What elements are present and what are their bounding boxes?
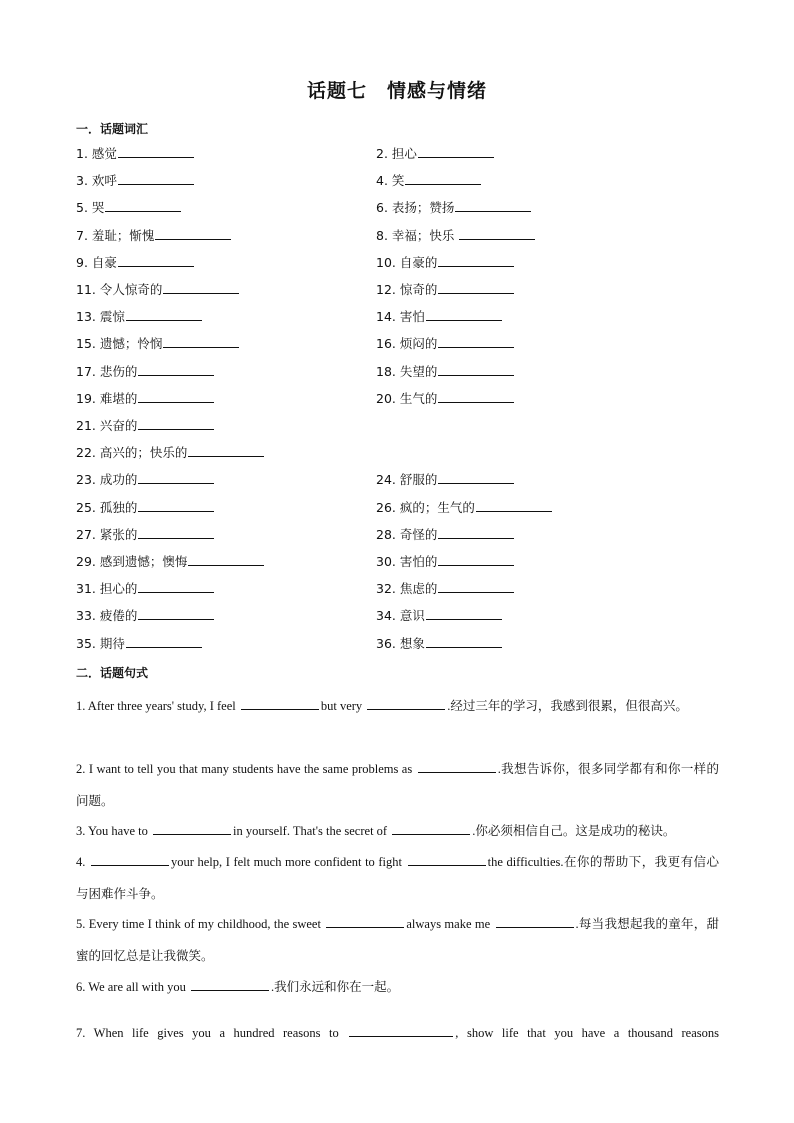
sentence-translation: 每当我想起我的童年，甜蜜的回忆总是让我微笑。 (76, 916, 719, 963)
vocab-label: 18. 失望的 (376, 363, 438, 379)
vocab-item (76, 416, 214, 434)
sentence-7 (76, 1018, 719, 1049)
vocab-label: 35. 期待 (76, 635, 125, 651)
sentence-text: . (497, 762, 501, 776)
answer-blank[interactable] (438, 362, 514, 376)
vocab-row (76, 362, 726, 382)
vocab-row (76, 307, 726, 327)
answer-blank[interactable] (138, 525, 214, 539)
answer-blank[interactable] (426, 307, 502, 321)
sentence-text: 5. Every time I think of my childhood, the sweet (76, 917, 325, 931)
vocab-label: 34. 意识 (376, 608, 425, 624)
sentence-translation: 经过三年的学习，我感到很累，但很高兴。 (450, 698, 688, 713)
answer-blank[interactable] (438, 470, 514, 484)
sentence-text: . (270, 980, 275, 994)
vocab-item (376, 198, 531, 216)
answer-blank[interactable] (438, 334, 514, 348)
sentence-translation: 我们永远和你在一起。 (274, 979, 400, 994)
sentence-translation: 你必须相信自己。这是成功的秘诀。 (475, 823, 676, 838)
vocab-label: 5. 哭 (76, 200, 105, 216)
vocab-label: 23. 成功的 (76, 472, 138, 488)
vocab-row (76, 470, 726, 490)
answer-blank[interactable] (408, 852, 486, 866)
answer-blank[interactable] (155, 226, 231, 240)
answer-blank[interactable] (118, 144, 194, 158)
answer-blank[interactable] (163, 280, 239, 294)
vocab-item (76, 579, 214, 597)
sentence-text: . (575, 917, 579, 931)
vocab-item (376, 470, 514, 488)
vocab-item (376, 606, 502, 624)
vocab-item (76, 334, 239, 352)
sentence-text: your help, I felt much more confident to fight (170, 855, 406, 869)
vocab-row (76, 498, 726, 518)
vocab-label: 25. 孤独的 (76, 499, 138, 515)
answer-blank[interactable] (188, 552, 264, 566)
answer-blank[interactable] (191, 977, 269, 991)
vocab-item (76, 470, 214, 488)
vocab-label: 3. 欢呼 (76, 173, 117, 189)
vocab-row (76, 144, 726, 164)
vocab-item (76, 171, 194, 189)
vocab-label: 33. 疲倦的 (76, 608, 138, 624)
answer-blank[interactable] (476, 498, 552, 512)
vocab-row (76, 416, 726, 436)
vocab-row (76, 389, 726, 409)
answer-blank[interactable] (105, 198, 181, 212)
vocab-item (376, 144, 494, 162)
vocab-item (76, 552, 264, 570)
answer-blank[interactable] (241, 696, 319, 710)
vocab-item (76, 443, 264, 461)
vocab-label: 29. 感到遗憾；懊悔 (76, 554, 188, 569)
answer-blank[interactable] (138, 416, 214, 430)
vocab-item (76, 389, 214, 407)
vocab-item (76, 634, 202, 652)
answer-blank[interactable] (438, 389, 514, 403)
vocab-label: 27. 紧张的 (76, 526, 138, 542)
answer-blank[interactable] (126, 307, 202, 321)
answer-blank[interactable] (138, 579, 214, 593)
vocab-label: 10. 自豪的 (376, 254, 438, 270)
sentence-text: . (447, 699, 451, 713)
answer-blank[interactable] (405, 171, 481, 185)
answer-blank[interactable] (126, 634, 202, 648)
vocab-item (376, 552, 514, 570)
vocab-label: 28. 奇怪的 (376, 526, 438, 542)
vocab-label: 24. 舒服的 (376, 472, 438, 488)
answer-blank[interactable] (118, 253, 194, 267)
vocab-row (76, 226, 726, 246)
answer-blank[interactable] (138, 362, 214, 376)
vocab-label: 9. 自豪 (76, 254, 117, 270)
sentence-4 (76, 846, 719, 910)
vocab-item (376, 579, 514, 597)
sentence-1 (76, 690, 719, 722)
vocab-label: 7. 羞耻；惭愧 (76, 227, 155, 243)
vocab-label: 19. 难堪的 (76, 390, 138, 406)
sentence-translation: 我想告诉你，很多同学都有和你一样的问题。 (76, 761, 719, 808)
vocab-item (376, 334, 514, 352)
answer-blank[interactable] (392, 821, 470, 835)
vocab-item (376, 253, 514, 271)
vocab-label: 17. 悲伤的 (76, 363, 138, 379)
answer-blank[interactable] (163, 334, 239, 348)
sentence-6 (76, 971, 719, 1003)
vocab-item (76, 144, 194, 162)
sentence-text: 6. We are all with you (76, 980, 189, 994)
vocab-label: 26. 疯的；生气的 (376, 499, 475, 515)
sentence-text: 7. When life gives you a hundred reasons to (76, 1026, 348, 1040)
vocab-row (76, 579, 726, 599)
vocab-label: 32. 焦虑的 (376, 581, 438, 597)
answer-blank[interactable] (426, 606, 502, 620)
vocab-item (76, 606, 214, 624)
sentence-text: the difficulties. (487, 855, 564, 869)
vocab-label: 12. 惊奇的 (376, 282, 438, 297)
sentence-text: always make me (406, 917, 494, 931)
answer-blank[interactable] (138, 498, 214, 512)
vocab-label: 30. 害怕的 (376, 554, 438, 569)
answer-blank[interactable] (118, 171, 194, 185)
vocab-label: 8. 幸福；快乐 (376, 227, 459, 243)
answer-blank[interactable] (349, 1023, 453, 1037)
vocab-item (76, 498, 214, 516)
answer-blank[interactable] (496, 914, 574, 928)
vocab-item (376, 280, 514, 298)
vocab-row (76, 253, 726, 273)
vocab-item (376, 226, 535, 244)
answer-blank[interactable] (438, 579, 514, 593)
vocab-row (76, 606, 726, 626)
answer-blank[interactable] (91, 852, 169, 866)
vocab-label: 31. 担心的 (76, 581, 138, 597)
vocab-item (76, 280, 239, 298)
sentence-text: , show life that you have a thousand reasons (455, 1026, 719, 1040)
vocab-label: 22. 高兴的；快乐的 (76, 445, 188, 461)
vocab-label: 6. 表扬；赞扬 (376, 200, 455, 216)
sentence-2 (76, 753, 719, 817)
vocab-item (376, 362, 514, 380)
vocab-item (376, 171, 481, 189)
vocab-row (76, 198, 726, 218)
vocab-label: 14. 害怕 (376, 309, 425, 325)
vocab-item (76, 307, 202, 325)
sentence-text: 2. I want to tell you that many students have the same problems as (76, 762, 416, 776)
vocab-item (376, 389, 514, 407)
answer-blank[interactable] (138, 606, 214, 620)
sentence-text: in yourself. That's the secret of (233, 824, 391, 838)
vocab-row (76, 443, 726, 463)
vocab-row (76, 634, 726, 654)
vocab-label: 21. 兴奋的 (76, 418, 138, 433)
sentence-text: . (472, 824, 476, 838)
answer-blank[interactable] (438, 525, 514, 539)
answer-blank[interactable] (426, 634, 502, 648)
vocab-item (76, 253, 194, 271)
vocab-label: 20. 生气的 (376, 390, 438, 406)
sentence-3 (76, 815, 719, 847)
vocab-section-heading: 一．话题词汇 (76, 122, 149, 136)
answer-blank[interactable] (438, 280, 514, 294)
vocab-label: 4. 笑 (376, 173, 405, 189)
vocab-label: 2. 担心 (376, 146, 417, 161)
sentence-5 (76, 908, 719, 972)
answer-blank[interactable] (188, 443, 264, 457)
vocab-row (76, 525, 726, 545)
vocab-item (76, 362, 214, 380)
answer-blank[interactable] (138, 389, 214, 403)
vocab-item (76, 226, 231, 244)
answer-blank[interactable] (153, 821, 231, 835)
vocab-label: 1. 感觉 (76, 146, 117, 161)
sentence-section-heading: 二．话题句式 (76, 666, 149, 680)
answer-blank[interactable] (438, 253, 514, 267)
sentence-text: but very (320, 699, 366, 713)
sentence-text: 3. You have to (76, 824, 152, 838)
vocab-label: 16. 烦闷的 (376, 336, 438, 352)
answer-blank[interactable] (455, 198, 531, 212)
vocab-item (76, 525, 214, 543)
vocab-row (76, 552, 726, 572)
vocab-row (76, 280, 726, 300)
vocab-label: 13. 震惊 (76, 309, 125, 325)
vocab-label: 36. 想象 (376, 635, 425, 651)
answer-blank[interactable] (418, 759, 496, 773)
answer-blank[interactable] (438, 552, 514, 566)
vocab-label: 15. 遗憾；怜悯 (76, 336, 163, 352)
page-title: 话题七 情感与情绪 (306, 80, 487, 102)
vocab-item (376, 634, 502, 652)
vocab-label: 11. 令人惊奇的 (76, 282, 163, 297)
vocab-item (376, 307, 502, 325)
sentence-text: 1. After three years' study, I feel (76, 699, 239, 713)
answer-blank[interactable] (459, 226, 535, 240)
vocab-item (376, 525, 514, 543)
sentence-text: 4. (76, 855, 89, 869)
vocab-row (76, 171, 726, 191)
answer-blank[interactable] (418, 144, 494, 158)
answer-blank[interactable] (138, 470, 214, 484)
vocab-item (376, 498, 552, 516)
answer-blank[interactable] (326, 914, 404, 928)
vocab-item (76, 198, 181, 216)
sentence-translation: 在你的帮助下，我更有信心与困难作斗争。 (76, 854, 719, 901)
vocab-row (76, 334, 726, 354)
answer-blank[interactable] (367, 696, 445, 710)
